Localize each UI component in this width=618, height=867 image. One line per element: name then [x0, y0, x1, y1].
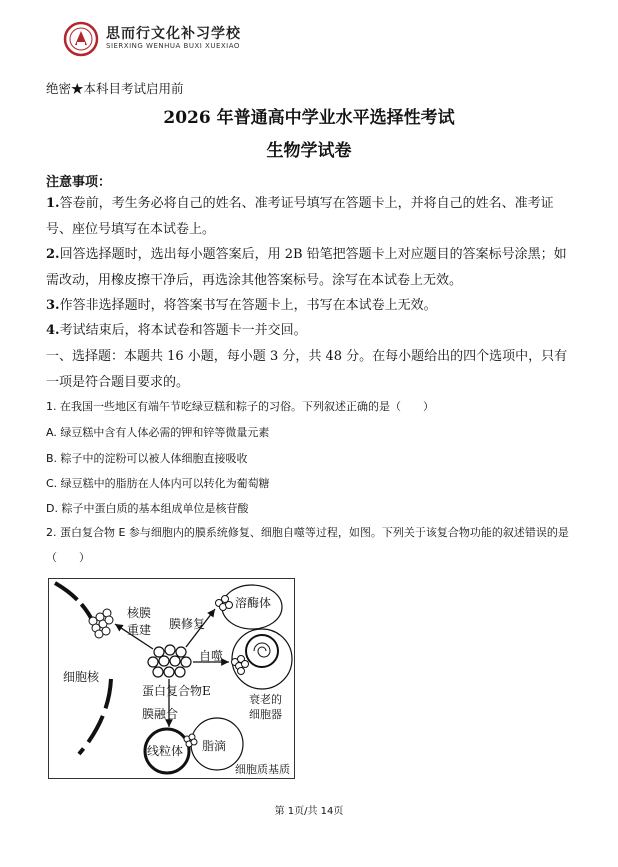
aging-organelle-shape — [246, 635, 278, 667]
label-membrane-repair: 膜修复 — [169, 617, 206, 631]
notice-item: 1.答卷前，考生务必将自己的姓名、准考证号填写在答题卡上，并将自己的姓名、准考证号、座位号填写在本试卷上。 — [46, 196, 554, 237]
label-lysosome: 溶酶体 — [235, 596, 272, 610]
question-1-stem: 1. 在我国一些地区有端午节吃绿豆糕和粽子的习俗。下列叙述正确的是（ ） — [46, 400, 434, 413]
label-nucleus: 细胞核 — [63, 670, 100, 684]
label-lipid-droplet: 脂滴 — [202, 739, 227, 753]
school-name: 思而行文化补习学校 — [106, 26, 241, 42]
label-aging-2: 细胞器 — [249, 708, 282, 721]
notice-item: 4.考试结束后，将本试卷和答题卡一并交回。 — [46, 323, 307, 338]
section-heading: 一、选择题：本题共 16 小题，每小题 3 分，共 48 分。在每小题给出的四个选项中，只有一项是符合题目要求的。 — [46, 349, 568, 390]
subject-title: 生物学试卷 — [266, 141, 352, 161]
label-complex-e: 蛋白复合物E — [142, 684, 211, 698]
label-aging-1: 衰老的 — [249, 693, 282, 706]
label-nuclear-rebuild-2: 重建 — [127, 623, 152, 637]
page-footer: 第 1页/共 14页 — [274, 806, 344, 817]
label-autophagy: 自噬 — [199, 649, 224, 663]
question-1-option-b: B. 粽子中的淀粉可以被人体细胞直接吸收 — [46, 452, 248, 465]
complex-e-cluster — [148, 645, 191, 677]
complex-cluster-autophagy — [232, 656, 249, 675]
notice-item: 2.回答选择题时，选出每小题答案后，用 2B 铅笔把答题卡上对应题目的答案标号涂黑；如需改动，用橡皮擦干净后，再选涂其他答案标号。涂写在本试卷上无效。 — [46, 247, 567, 288]
organelle-spiral — [254, 643, 270, 657]
question-1-option-d: D. 粽子中蛋白质的基本组成单位是核苷酸 — [46, 502, 249, 515]
label-cytoplasm-matrix: 细胞质基质 — [235, 763, 290, 776]
label-nuclear-rebuild-1: 核膜 — [127, 606, 152, 620]
complex-cluster-mitochondria — [184, 734, 197, 747]
label-mitochondria: 线粒体 — [147, 744, 184, 758]
complex-cluster-lysosome — [216, 596, 233, 611]
question-2-stem: 2. 蛋白复合物 E 参与细胞内的膜系统修复、细胞自噬等过程，如图。下列关于该复合物功能的叙述错误的是（ ） — [46, 526, 569, 564]
school-name-en: SIERXING WENHUA BUXI XUEXIAO — [106, 42, 240, 50]
notice-item: 3.作答非选择题时，将答案书写在答题卡上，书写在本试卷上无效。 — [46, 298, 437, 313]
exam-title: 2026 年普通高中学业水平选择性考试 — [163, 108, 455, 128]
secret-label: 绝密★本科目考试启用前 — [46, 81, 184, 96]
nuclear-envelope-lower — [79, 679, 111, 754]
school-emblem-icon — [62, 20, 102, 58]
protein-complex-diagram — [48, 578, 295, 779]
label-membrane-fusion: 膜融合 — [142, 707, 179, 721]
notice-heading: 注意事项： — [46, 175, 112, 190]
question-1-option-c: C. 绿豆糕中的脂肪在人体内可以转化为葡萄糖 — [46, 477, 270, 490]
question-1-option-a: A. 绿豆糕中含有人体必需的钾和锌等微量元素 — [46, 426, 270, 439]
complex-cluster-nucleus — [89, 609, 113, 638]
school-logo — [62, 20, 292, 58]
